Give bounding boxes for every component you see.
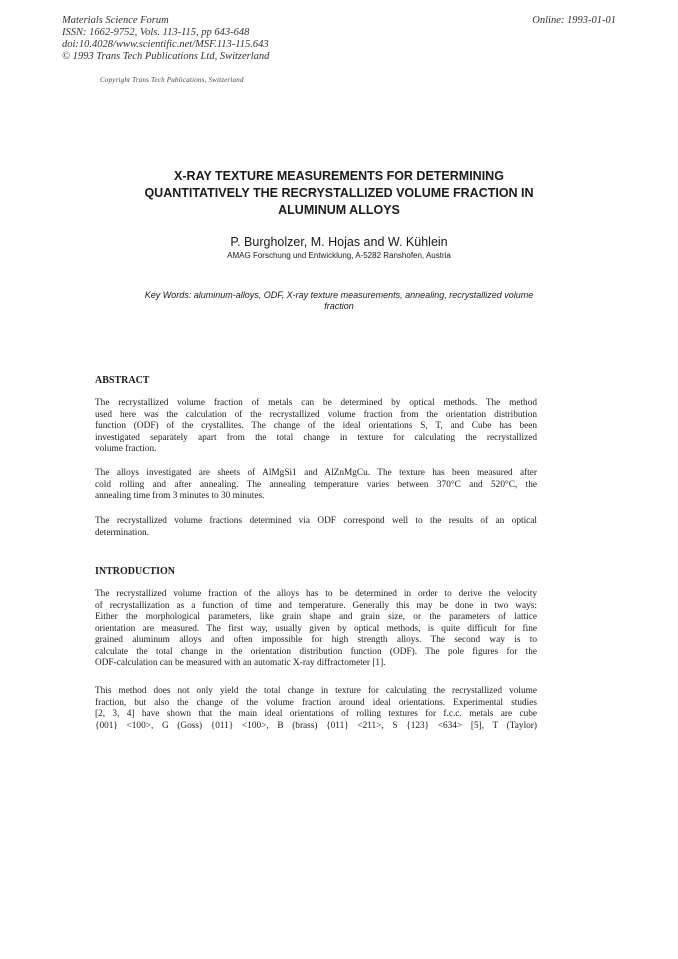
title-line: X-RAY TEXTURE MEASUREMENTS FOR DETERMINING	[174, 169, 504, 183]
text-line: This method does not only yield the total change in texture for calculating the recrystallized volume	[95, 686, 537, 696]
introduction-heading: INTRODUCTION	[95, 566, 176, 577]
online-date: Online: 1993-01-01	[532, 15, 616, 26]
text-line: of recrystallization as a function of time and temperature. Generally this may be done in two ways:	[95, 600, 537, 611]
text-line: volume fraction.	[95, 444, 157, 454]
abstract-paragraph-3	[95, 516, 537, 539]
text-line: fraction, but also the change of the volume fraction around ideal orientations. Experimental studies	[95, 697, 537, 708]
text-line: cold rolling and after annealing. The annealing temperature varies between 370°C and 520°C, the	[95, 479, 537, 490]
journal-name: Materials Science Forum	[62, 15, 169, 26]
introduction-paragraph-1	[95, 589, 537, 670]
text-line: {001} <100>, G (Goss) {011} <100>, B (brass) {011} <211>, S {123} <634> [5], T (Taylor)	[95, 720, 537, 731]
issn-line: ISSN: 1662-9752, Vols. 113-115, pp 643-648	[62, 27, 250, 38]
keywords	[100, 290, 578, 312]
introduction-paragraph-2	[95, 686, 537, 732]
abstract-paragraph-1	[95, 398, 537, 456]
text-line: [2, 3, 4] have shown that the main ideal orientations of rolling textures for f.c.c. metals are cube	[95, 709, 537, 719]
text-line: The recrystallized volume fractions determined via ODF correspond well to the results of an optical	[95, 516, 537, 526]
text-line: Either the morphological parameters, like grain shape and grain size, or the parameters of lattice	[95, 612, 537, 622]
affiliation: AMAG Forschung und Entwicklung, A-5282 Ranshofen, Austria	[227, 251, 451, 260]
text-line: calculate the total change in the orientation distribution function (ODF). The pole figures for the	[95, 646, 537, 657]
text-line: grained aluminum alloys and often impossible for high strength alloys. The second way is to	[95, 635, 537, 645]
doi-link[interactable]: doi:10.4028/www.scientific.net/MSF.113-115.643	[62, 39, 269, 50]
text-line: annealing time from 3 minutes to 30 minutes.	[95, 491, 265, 501]
publisher-line: © 1993 Trans Tech Publications Ltd, Switzerland	[62, 51, 270, 62]
text-line: The alloys investigated are sheets of AlMgSi1 and AlZnMgCu. The texture has been measured after	[95, 468, 537, 478]
text-line: The recrystallized volume fraction of metals can be determined by optical methods. The method	[95, 398, 537, 408]
text-line: The recrystallized volume fraction of the alloys has to be determined in order to derive the velocity	[95, 589, 537, 599]
authors: P. Burgholzer, M. Hojas and W. Kühlein	[230, 235, 448, 249]
text-line: orientation are measured. The first way, usually given by optical methods, is quite difficult for fine	[95, 623, 537, 634]
paper-title	[80, 168, 598, 219]
text-line: ODF-calculation can be measured with an automatic X-ray diffractometer [1].	[95, 658, 386, 668]
abstract-paragraph-2	[95, 468, 537, 503]
text-line: investigated separately apart from the total change in texture for calculating the recrystallized	[95, 432, 537, 443]
text-line: used here was the calculation of the recrystallized volume fraction from the orientation distribution	[95, 409, 537, 420]
keywords-line: Key Words: aluminum-alloys, ODF, X-ray texture measurements, annealing, recrystallized volume	[144, 290, 534, 300]
journal-metadata	[62, 15, 269, 63]
title-line: QUANTITATIVELY THE RECRYSTALLIZED VOLUME FRACTION IN	[144, 186, 534, 200]
copyright-stamp: Copyright Trans Tech Publications, Switzerland	[100, 76, 244, 84]
text-line: function (ODF) of the crystallites. The change of the ideal orientations S, T, and Cube has been	[95, 421, 537, 431]
keywords-line: fraction	[324, 301, 354, 311]
title-line: ALUMINUM ALLOYS	[278, 203, 400, 217]
abstract-heading: ABSTRACT	[95, 375, 150, 386]
text-line: determination.	[95, 527, 149, 538]
